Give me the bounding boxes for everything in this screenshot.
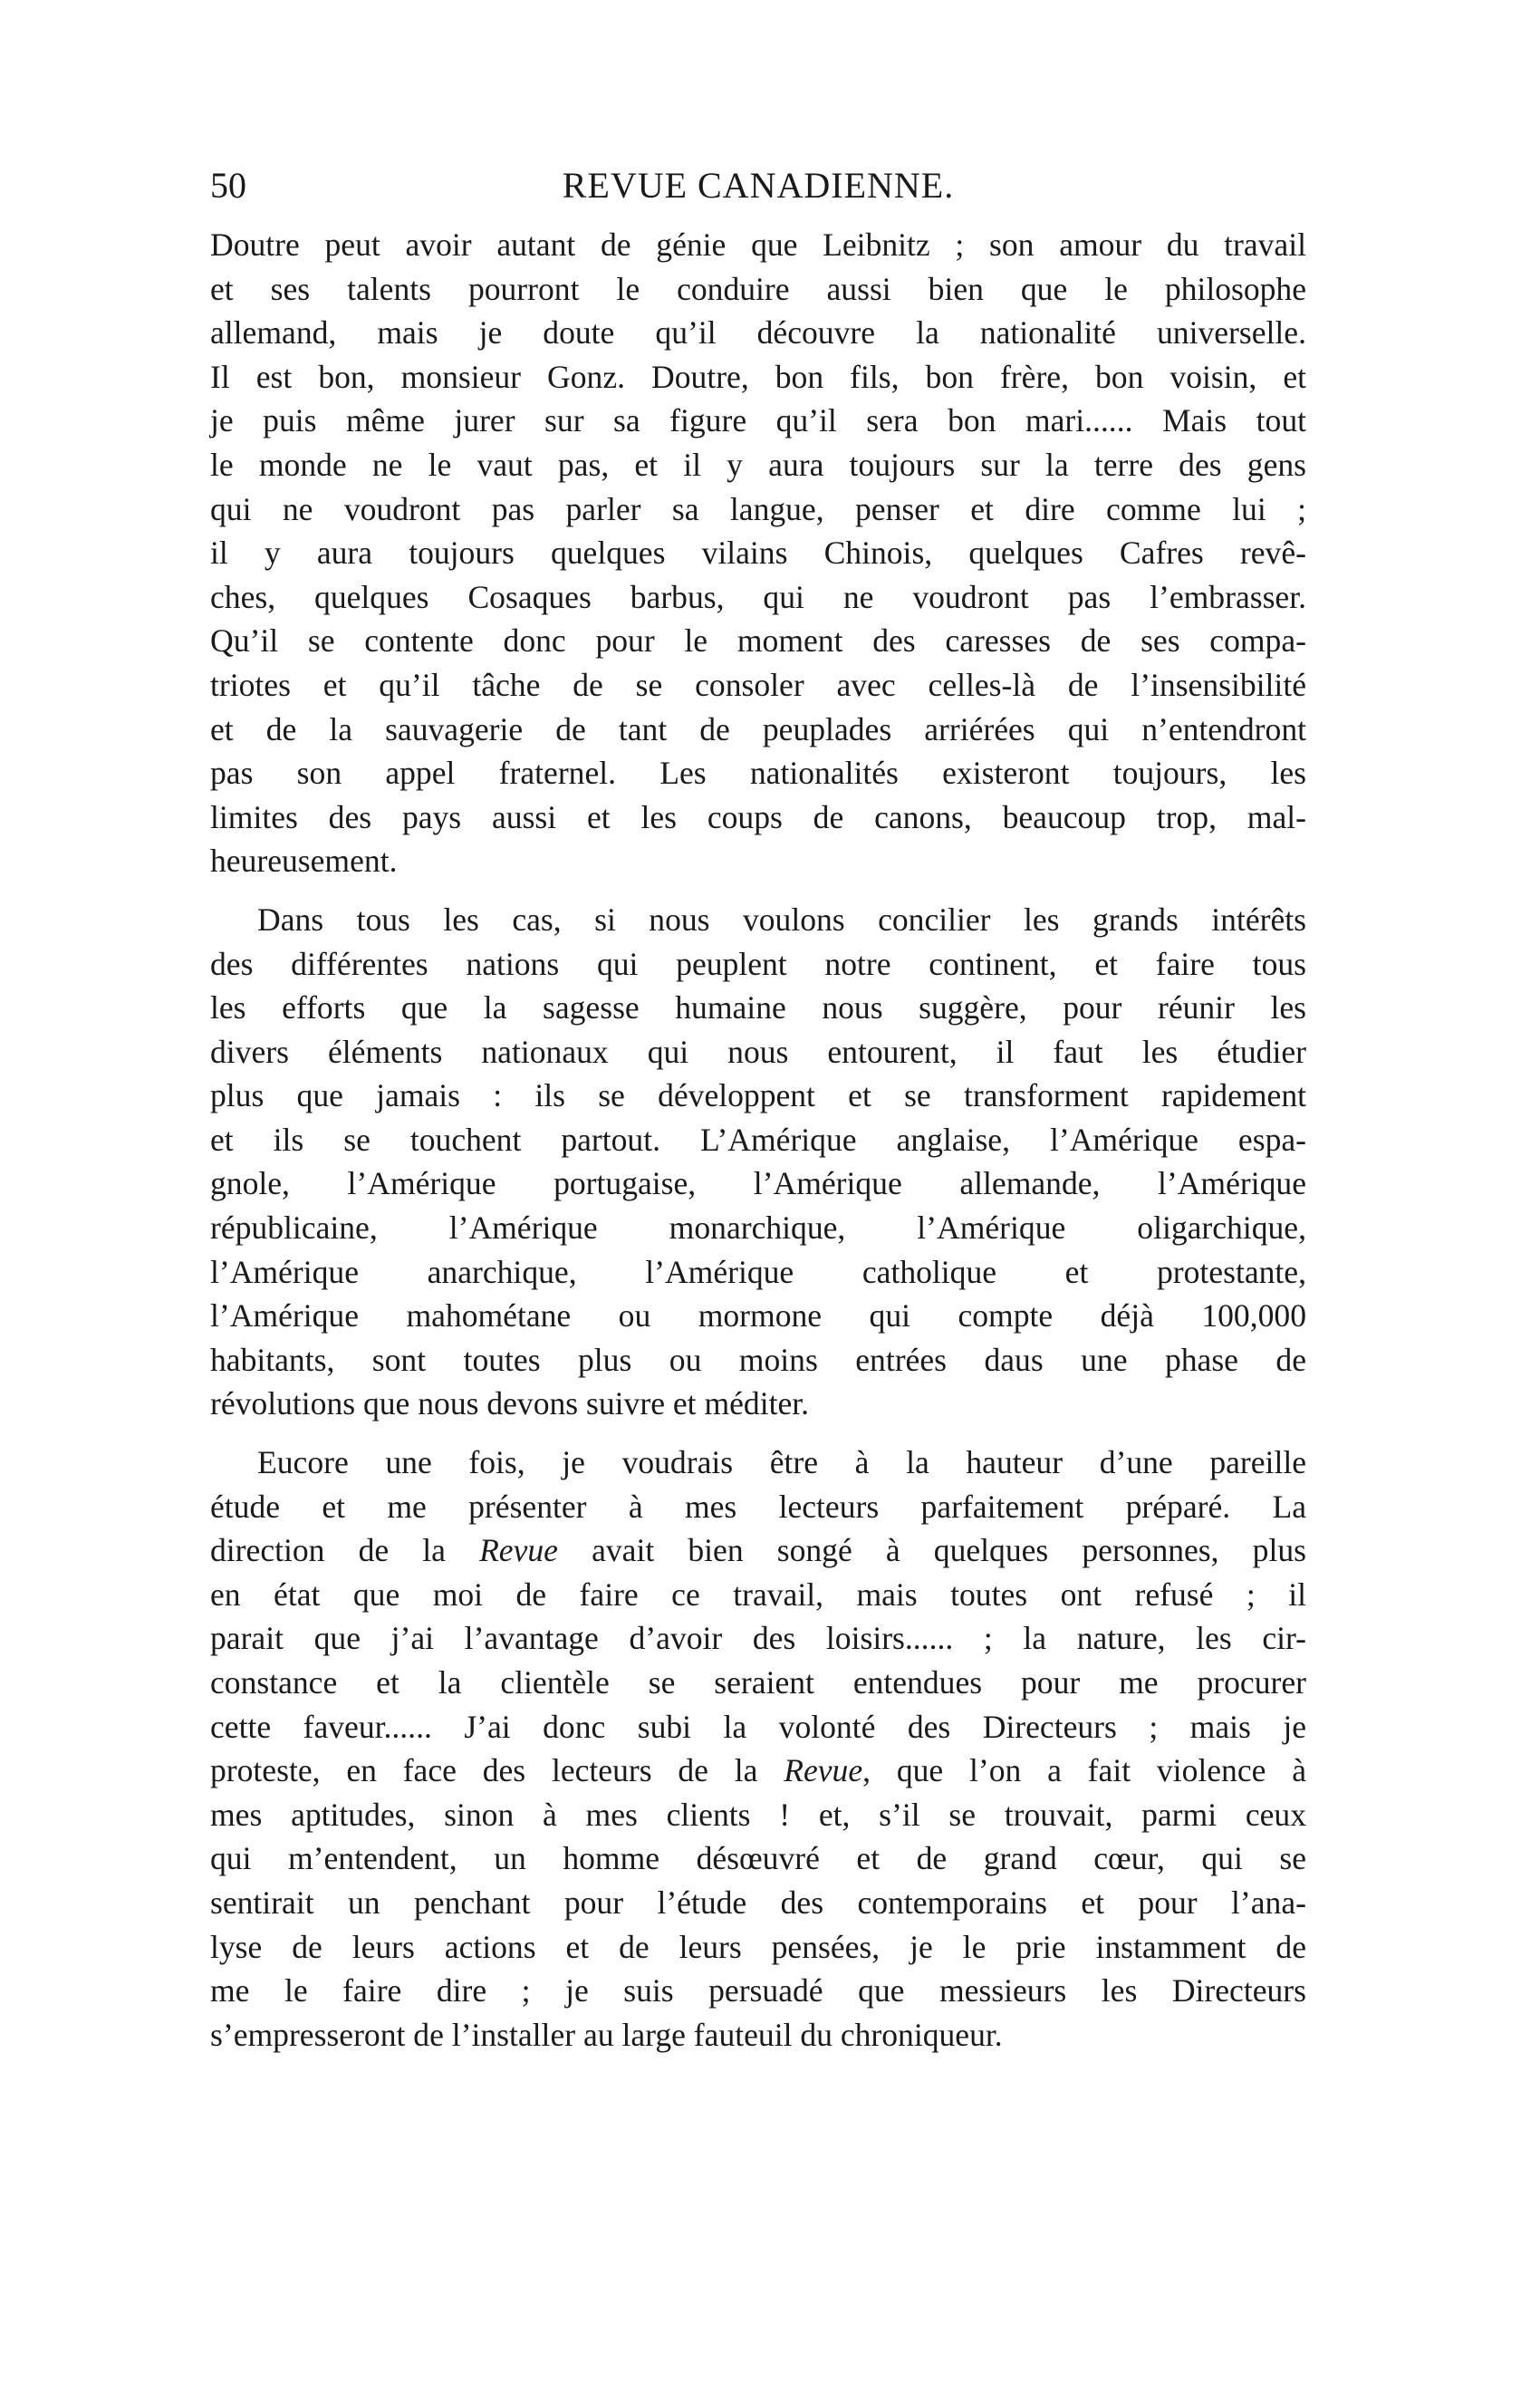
text-line: sentirait un penchant pour l’étude des contemporains et pour l’ana- [210, 1884, 1306, 1921]
text-line: plus que jamais : ils se développent et se transforment rapidement [210, 1077, 1306, 1114]
paragraph-3 [210, 1441, 1306, 2057]
text-line: l’Amérique mahométane ou mormone qui compte déjà 100,000 [210, 1297, 1306, 1335]
text-line: et ils se touchent partout. L’Amérique anglaise, l’Amérique espa- [210, 1121, 1306, 1158]
text-line: en état que moi de faire ce travail, mais toutes ont refusé ; il [210, 1576, 1306, 1613]
text-line: le monde ne le vaut pas, et il y aura toujours sur la terre des gens [210, 446, 1306, 483]
text-line: Il est bon, monsieur Gonz. Doutre, bon fils, bon frère, bon voisin, et [210, 358, 1306, 395]
text-line: Eucore une fois, je voudrais être à la hauteur d’une pareille [257, 1444, 1306, 1481]
paragraph-gap [210, 1426, 1306, 1441]
paragraph-2 [210, 898, 1306, 1426]
text-line: me le faire dire ; je suis persuadé que messieurs les Directeurs [210, 1972, 1306, 2009]
text-line: qui ne voudront pas parler sa langue, penser et dire comme lui ; [210, 490, 1306, 527]
text-line: ches, quelques Cosaques barbus, qui ne voudront pas l’embrasser. [210, 578, 1306, 615]
text-line: Dans tous les cas, si nous voulons concilier les grands intérêts [257, 901, 1306, 938]
running-head [210, 163, 1306, 208]
text-line: des différentes nations qui peuplent notre continent, et faire tous [210, 945, 1306, 982]
text-line: révolutions que nous devons suivre et méditer. [210, 1385, 810, 1422]
text-line: constance et la clientèle se seraient entendues pour me procurer [210, 1664, 1306, 1701]
text-line: habitants, sont toutes plus ou moins entrées daus une phase de [210, 1341, 1306, 1378]
text-line: triotes et qu’il tâche de se consoler avec celles-là de l’insensibilité [210, 666, 1306, 703]
text-line: Doutre peut avoir autant de génie que Leibnitz ; son amour du travail [210, 226, 1306, 263]
italic-journal-name: Revue [479, 1532, 558, 1569]
page-number: 50 [210, 165, 246, 206]
book-page [210, 163, 1306, 2057]
text-line: je puis même jurer sur sa figure qu’il sera bon mari...... Mais tout [210, 402, 1306, 439]
text-line: les efforts que la sagesse humaine nous suggère, pour réunir les [210, 989, 1306, 1026]
paragraph-1 [210, 223, 1306, 883]
text-line: et de la sauvagerie de tant de peuplades arriérées qui n’entendront [210, 710, 1306, 747]
text-line: allemand, mais je doute qu’il découvre la nationalité universelle. [210, 314, 1306, 352]
text-line: républicaine, l’Amérique monarchique, l’Amérique oligarchique, [210, 1209, 1306, 1247]
italic-journal-name: Revue [784, 1752, 863, 1789]
text-line: s’empresseront de l’installer au large fauteuil du chroniqueur. [210, 2016, 1003, 2053]
text-line: gnole, l’Amérique portugaise, l’Amérique allemande, l’Amérique [210, 1165, 1306, 1202]
text-line: heureusement. [210, 843, 398, 880]
text-line: Qu’il se contente donc pour le moment des caresses de ses compa- [210, 622, 1306, 660]
text-line: il y aura toujours quelques vilains Chinois, quelques Cafres revê- [210, 535, 1306, 572]
paragraph-gap [210, 883, 1306, 898]
text-line: l’Amérique anarchique, l’Amérique catholique et protestante, [210, 1253, 1306, 1290]
text-line: limites des pays aussi et les coups de canons, beaucoup trop, mal- [210, 798, 1306, 835]
text-line: pas son appel fraternel. Les nationalités existeront toujours, les [210, 755, 1306, 792]
text-line: direction de la Revue avait bien songé à quelques personnes, plus [210, 1532, 1306, 1569]
text-line: lyse de leurs actions et de leurs pensées, je le prie instamment de [210, 1928, 1306, 1965]
text-line: et ses talents pourront le conduire aussi bien que le philosophe [210, 270, 1306, 307]
text-line: qui m’entendent, un homme désœuvré et de grand cœur, qui se [210, 1840, 1306, 1877]
text-line: parait que j’ai l’avantage d’avoir des loisirs...... ; la nature, les cir- [210, 1620, 1306, 1657]
text-line: proteste, en face des lecteurs de la Revue, que l’on a fait violence à [210, 1752, 1306, 1789]
text-line: mes aptitudes, sinon à mes clients ! et, s’il se trouvait, parmi ceux [210, 1796, 1306, 1833]
journal-title: REVUE CANADIENNE. [562, 165, 955, 206]
text-line: étude et me présenter à mes lecteurs parfaitement préparé. La [210, 1488, 1306, 1525]
text-line: cette faveur...... J’ai donc subi la volonté des Directeurs ; mais je [210, 1708, 1306, 1745]
text-line: divers éléments nationaux qui nous entourent, il faut les étudier [210, 1033, 1306, 1070]
body-text [210, 223, 1306, 2057]
